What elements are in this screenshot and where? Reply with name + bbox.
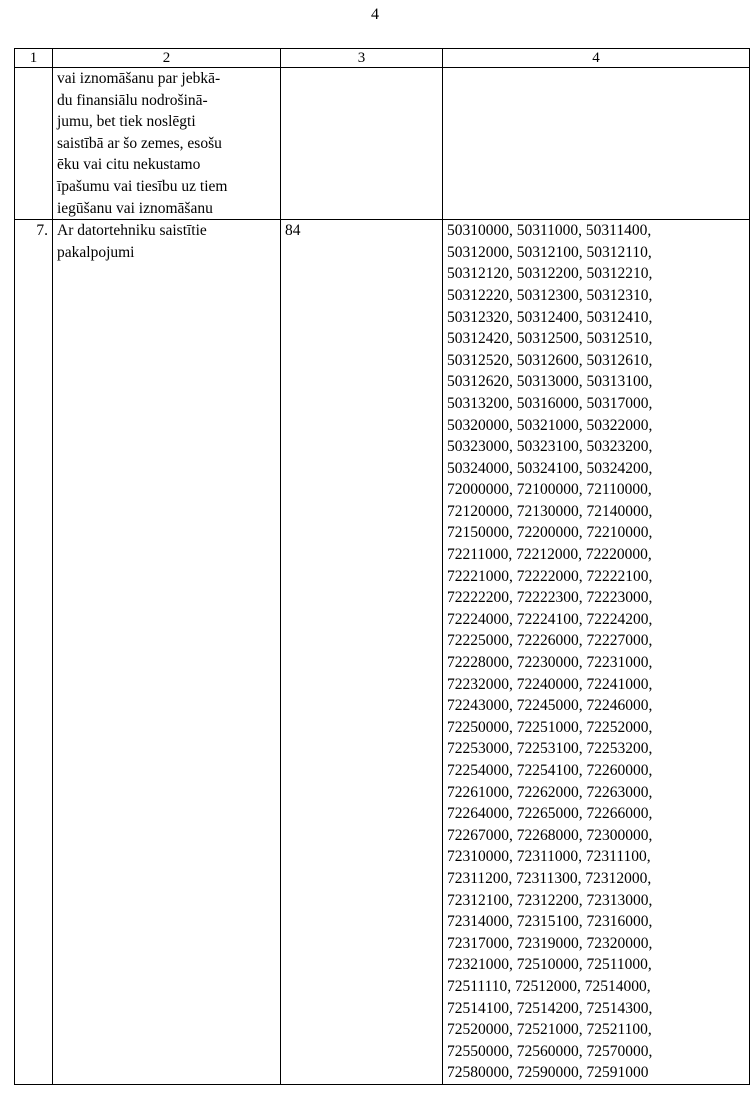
description-line: vai iznomāšanu par jebkā-: [57, 70, 221, 87]
description-line: pakalpojumi: [57, 243, 135, 261]
table-header-row: [15, 49, 750, 68]
code-line: 72311200, 72311300, 72312000,: [447, 869, 652, 887]
code-line: 72550000, 72560000, 72570000,: [447, 1042, 653, 1060]
code-line: 72580000, 72590000, 72591000: [447, 1064, 649, 1082]
row-number-cell: 7.: [15, 220, 53, 1085]
description-line: iegūšanu vai iznomāšanu: [57, 199, 213, 217]
code-line: 50312420, 50312500, 50312510,: [447, 330, 653, 348]
continued-description-cell: [53, 68, 281, 220]
code-line: 50313200, 50316000, 50317000,: [447, 394, 653, 412]
services-table: [14, 48, 750, 1085]
code-line: 72264000, 72265000, 72266000,: [447, 805, 653, 823]
code-line: 72254000, 72254100, 72260000,: [447, 762, 653, 779]
code-line: 72312100, 72312200, 72313000,: [447, 891, 653, 909]
column-header-2: 2: [53, 49, 281, 68]
code-line: 50312320, 50312400, 50312410,: [447, 308, 653, 326]
column-header-3: 3: [281, 49, 443, 68]
code-line: 50312000, 50312100, 50312110,: [447, 243, 652, 261]
code-line: 72253000, 72253100, 72253200,: [447, 740, 653, 758]
code-line: 72225000, 72226000, 72227000,: [447, 632, 653, 650]
code-line: 72232000, 72240000, 72241000,: [447, 675, 653, 693]
code-line: 50310000, 50311000, 50311400,: [447, 222, 652, 240]
code-line: 72150000, 72200000, 72210000,: [447, 524, 653, 542]
table-row-7: [15, 220, 750, 1085]
code-line: 72221000, 72222000, 72222100,: [447, 567, 653, 585]
description-line: ēku vai citu nekustamo: [57, 156, 201, 174]
code-line: 50312620, 50313000, 50313100,: [447, 373, 653, 391]
code-line: 72321000, 72510000, 72511000,: [447, 956, 652, 974]
code-line: 72317000, 72319000, 72320000,: [447, 934, 653, 952]
category-cell: 84: [281, 220, 443, 1085]
code-line: 72228000, 72230000, 72231000,: [447, 654, 653, 672]
description-line: Ar datortehniku saistītie: [57, 222, 207, 240]
code-line: 72511110, 72512000, 72514000,: [447, 977, 651, 995]
table-row-continued: [15, 68, 750, 220]
code-line: 50320000, 50321000, 50322000,: [447, 416, 653, 434]
codes-cell: [443, 68, 750, 220]
code-line: 50312520, 50312600, 50312610,: [447, 351, 653, 369]
page-number: 4: [371, 6, 379, 23]
code-line: 72243000, 72245000, 72246000,: [447, 697, 653, 715]
code-line: 72267000, 72268000, 72300000,: [447, 826, 653, 844]
code-line: 72250000, 72251000, 72252000,: [447, 718, 653, 736]
code-line: 72514100, 72514200, 72514300,: [447, 999, 653, 1017]
code-line: 50324000, 50324100, 50324200,: [447, 459, 653, 477]
code-line: 72211000, 72212000, 72220000,: [447, 546, 652, 564]
cpv-codes-cell: [443, 220, 750, 1085]
row-number-cell: [15, 68, 53, 220]
description-line: jumu, bet tiek noslēgti: [57, 113, 196, 131]
code-line: 72314000, 72315100, 72316000,: [447, 913, 653, 931]
code-line: 72224000, 72224100, 72224200,: [447, 610, 653, 628]
column-header-1: 1: [15, 49, 53, 68]
code-line: 50312220, 50312300, 50312310,: [447, 286, 653, 304]
category-cell: [281, 68, 443, 220]
code-line: 72310000, 72311000, 72311100,: [447, 848, 651, 866]
code-line: 50312120, 50312200, 50312210,: [447, 265, 653, 283]
code-line: 72120000, 72130000, 72140000,: [447, 502, 653, 520]
description-line: saistībā ar šo zemes, esošu: [57, 134, 222, 152]
column-header-4: 4: [443, 49, 750, 68]
code-line: 72520000, 72521000, 72521100,: [447, 1021, 652, 1039]
description-line: īpašumu vai tiesību uz tiem: [57, 177, 228, 195]
description-line: du finansiālu nodrošinā-: [57, 91, 208, 109]
code-line: 72000000, 72100000, 72110000,: [447, 481, 652, 499]
code-line: 50323000, 50323100, 50323200,: [447, 438, 653, 456]
code-line: 72261000, 72262000, 72263000,: [447, 783, 653, 801]
service-description-cell: [53, 220, 281, 1085]
code-line: 72222200, 72222300, 72223000,: [447, 589, 653, 607]
